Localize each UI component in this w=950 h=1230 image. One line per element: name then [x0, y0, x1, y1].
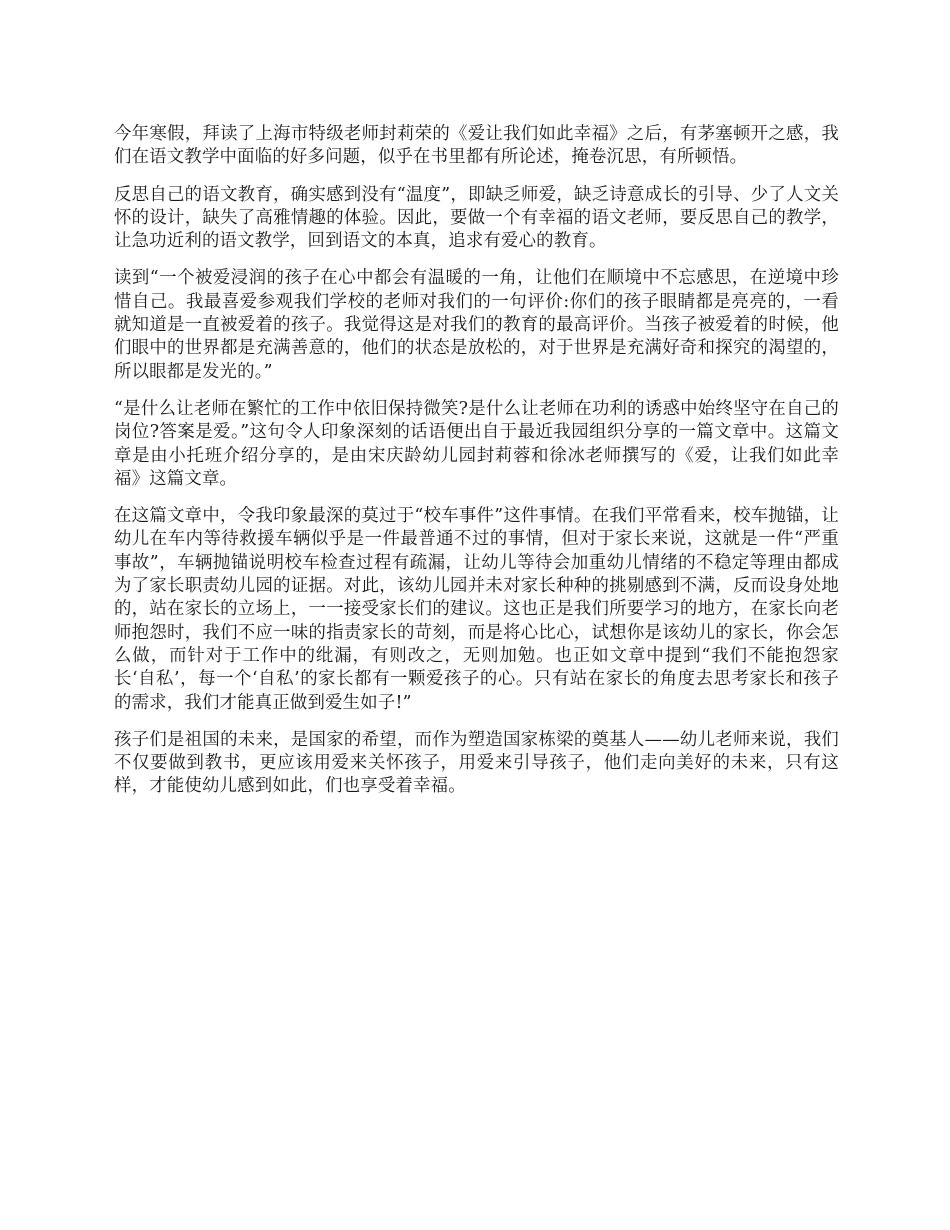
paragraph-1: 今年寒假，拜读了上海市特级老师封莉荣的《爱让我们如此幸福》之后，有茅塞顿开之感，我们在语文教学中面临的好多问题，似乎在书里都有所论述，掩卷沉思，有所顿悟。 — [114, 124, 839, 168]
paragraph-3: 读到“一个被爱浸润的孩子在心中都会有温暖的一角，让他们在顺境中不忘感思，在逆境中珍惜自己。我最喜爱参观我们学校的老师对我们的一句评价:你们的孩子眼睛都是亮亮的，一看就知道是一直被爱着的孩子。我觉得这是对我们的教育的最高评价。当孩子被爱着的时候，他们眼中的世界都是充满善意的，他们的状态是放松的，对于世界是充满好奇和探究的渴望的，所以眼都是发光的。” — [114, 268, 839, 382]
document-body — [114, 123, 839, 813]
paragraph-2: 反思自己的语文教育，确实感到没有“温度”，即缺乏师爱，缺乏诗意成长的引导、少了人文关怀的设计，缺失了高雅情趣的体验。因此，要做一个有幸福的语文老师，要反思自己的教学，让急功近利的语文教学，回到语文的本真，追求有爱心的教育。 — [114, 184, 839, 252]
paragraph-5: 在这篇文章中，令我印象最深的莫过于“校车事件”这件事情。在我们平常看来，校车抛锚，让幼儿在车内等待救援车辆似乎是一件最普通不过的事情，但对于家长来说，这就是一件“严重事故”，车辆抛锚说明校车检查过程有疏漏，让幼儿等待会加重幼儿情绪的不稳定等理由都成为了家长职责幼儿园的证据。对此，该幼儿园并未对家长种种的挑剔感到不满，反而设身处地的，站在家长的立场上，一一接受家长们的建议。这也正是我们所要学习的地方，在家长向老师抱怨时，我们不应一味的指责家长的苛刻，而是将心比心，试想你是该幼儿的家长，你会怎么做，而针对于工作中的纰漏，有则改之，无则加勉。也正如文章中提到“我们不能抱怨家长‘自私’，每一个‘自私’的家长都有一颗爱孩子的心。只有站在家长的角度去思考家长和孩子的需求，我们才能真正做到爱生如子!” — [114, 506, 839, 713]
paragraph-6: 孩子们是祖国的未来，是国家的希望，而作为塑造国家栋梁的奠基人——幼儿老师来说，我们不仅要做到教书，更应该用爱来关怀孩子，用爱来引导孩子，他们走向美好的未来，只有这样，才能使幼儿感到如此，们也享受着幸福。 — [114, 729, 839, 797]
paragraph-4: “是什么让老师在繁忙的工作中依旧保持微笑?是什么让老师在功利的诱惑中始终坚守在自己的岗位?答案是爱。”这句令人印象深刻的话语便出自于最近我园组织分享的一篇文章中。这篇文章是由小托班介绍分享的，是由宋庆龄幼儿园封莉蓉和徐冰老师撰写的《爱，让我们如此幸福》这篇文章。 — [114, 398, 839, 489]
